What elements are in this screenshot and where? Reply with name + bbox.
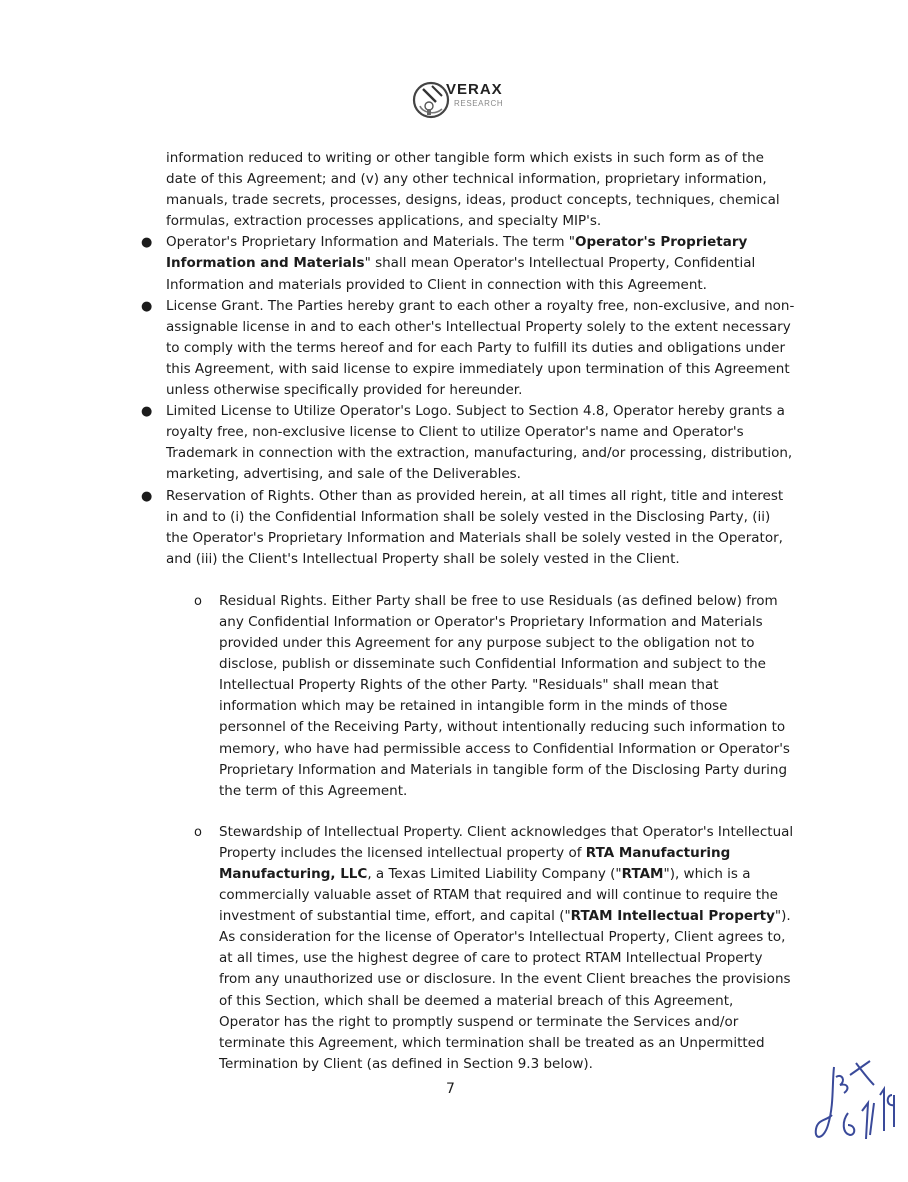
bullet-text: " shall mean Operator's Intellectual Property, Confidential Information and materials provided to Client in connection with this Agreement. — [166, 255, 756, 293]
sub-bullet-icon: o — [194, 593, 202, 609]
bullet-limited-license-logo — [131, 401, 796, 485]
bullet-icon: ● — [141, 488, 153, 504]
bullet-icon: ● — [141, 298, 153, 314]
sub-bullet-stewardship — [131, 822, 796, 1075]
paragraph-gap — [131, 570, 796, 591]
defined-term: RTA Manufacturing Manufacturing, LLC — [219, 844, 731, 882]
sub-bullet-text: Residual Rights. Either Party shall be free to use Residuals (as defined below) from any Confidential Information or Operator's Proprietary Information and Materials provided under this Agreement for any purpose subject to the obligation not to disclose, publish or disseminate such Confidential Information and subject to the Intellectual Property Rights of the other Party. "Residuals" shall mean that information which may be retained in intangible form in the minds of those personnel of the Receiving Party, without intentionally reducing such information to memory, who have had permissible access to Confidential Information or Operator's Proprietary Information and Materials in tangible form of the Disclosing Party during the term of this Agreement. — [219, 592, 790, 799]
sub-bullet-icon: o — [194, 824, 202, 840]
bullet-text: Operator's Proprietary Information and Materials. The term " — [166, 234, 576, 251]
defined-term: Operator's Proprietary Information and Materials — [166, 234, 748, 272]
logo-wordmark: VERAX — [446, 81, 503, 98]
sub-bullet-text: Stewardship of Intellectual Property. Client acknowledges that Operator's Intellectual Property includes the licensed intellectual property of — [219, 823, 794, 861]
defined-term: RTAM Intellectual Property — [570, 908, 775, 925]
bullet-icon: ● — [141, 235, 153, 251]
sub-bullet-residual-rights — [131, 591, 796, 802]
bullet-icon: ● — [141, 404, 153, 420]
handwritten-initials-signature — [812, 1055, 902, 1160]
bullet-reservation-of-rights — [131, 486, 796, 570]
bullet-license-grant — [131, 296, 796, 401]
verax-research-logo — [410, 76, 510, 122]
sub-bullet-text: , a Texas Limited Liability Company (" — [367, 866, 622, 882]
defined-term: RTAM — [621, 866, 664, 882]
sub-bullet-text: "). As consideration for the license of Operator's Intellectual Property, Client agrees to, at all times, use the highest degree of care to protect RTAM Intellectual Property from any unauthorized use or disclosure. In the event Client breaches the provisions of this Section, which shall be deemed a material breach of this Agreement, Operator has the right to promptly suspend or terminate the Services and/or terminate this Agreement, which termination shall be treated as an Unpermitted Termination by Client (as defined in Section 9.3 below). — [219, 908, 791, 1072]
page-number: 7 — [446, 1081, 455, 1097]
bullet-text: Reservation of Rights. Other than as provided herein, at all times all right, title and interest in and to (i) the Confidential Information shall be solely vested in the Disclosing Party, (ii) the Operator's Proprietary Information and Materials shall be solely vested in the Operator, and (iii) the Client's Intellectual Property shall be solely vested in the Client. — [166, 487, 784, 567]
bullet-operators-proprietary-information — [131, 232, 796, 295]
bullet-text: License Grant. The Parties hereby grant to each other a royalty free, non-exclusive, and non-assignable license in and to each other's Intellectual Property solely to the extent necessary to comply with the terms hereof and for each Party to fulfill its duties and obligations under this Agreement, with said license to expire immediately upon termination of this Agreement unless otherwise specifically provided for hereunder. — [166, 297, 795, 399]
continued-paragraph: information reduced to writing or other tangible form which exists in such form as of the date of this Agreement; and (v) any other technical information, proprietary information, manuals, trade secrets, processes, designs, ideas, product concepts, techniques, chemical formulas, extraction processes applications, and specialty MIP's. — [166, 150, 780, 230]
agreement-body — [131, 148, 796, 1095]
sub-bullet-text: "), which is a commercially valuable asset of RTAM that required and will continue to require the investment of substantial time, effort, and capital (" — [219, 866, 778, 925]
bullet-text: Limited License to Utilize Operator's Logo. Subject to Section 4.8, Operator hereby grants a royalty free, non-exclusive license to Client to utilize Operator's name and Operator's Trademark in connection with the extraction, manufacturing, and/or processing, distribution, marketing, advertising, and sale of the Deliverables. — [166, 403, 793, 483]
logo-subtitle: RESEARCH — [454, 99, 504, 108]
